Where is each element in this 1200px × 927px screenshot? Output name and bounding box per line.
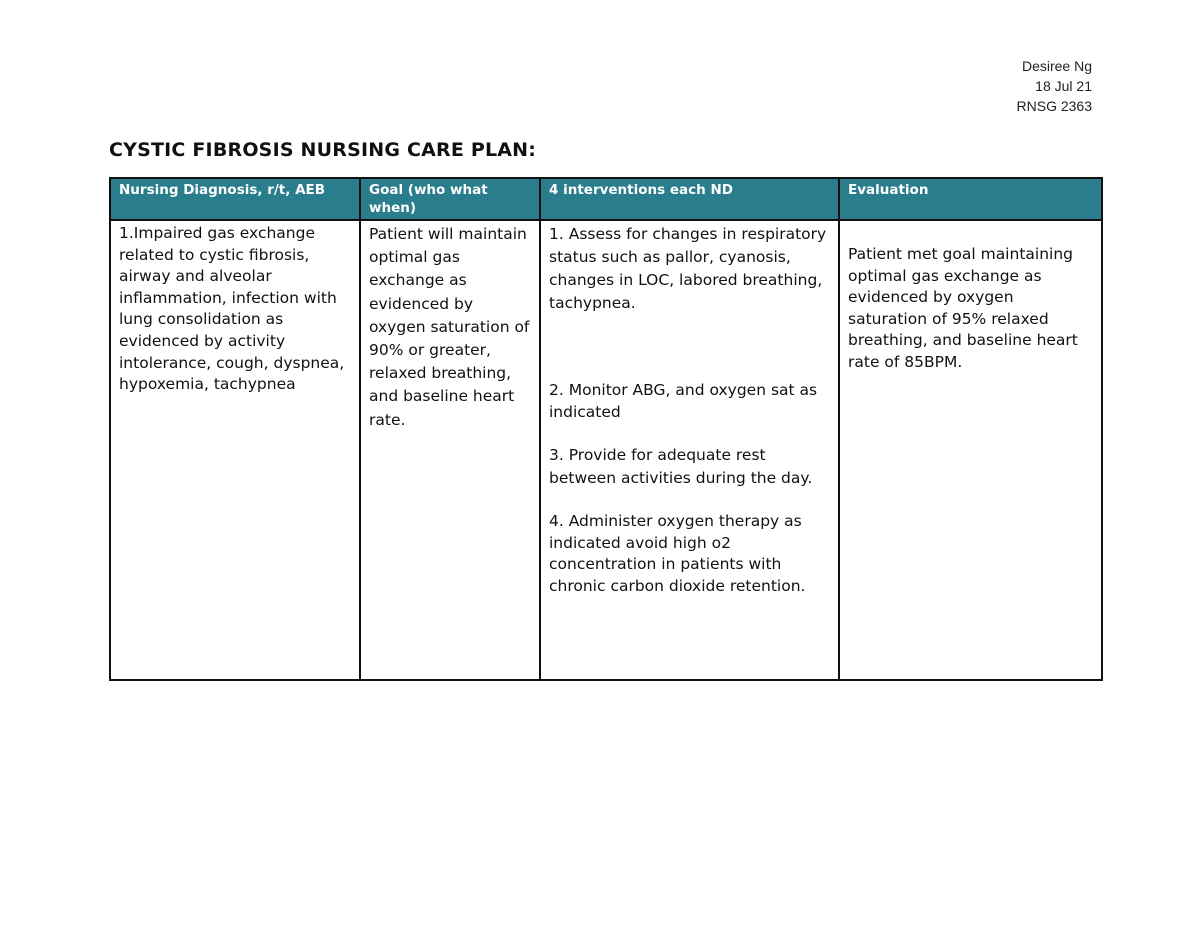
intervention-spacer [549, 315, 832, 380]
evaluation-cell [839, 220, 1102, 680]
table-row [110, 220, 1102, 680]
goal-text: Patient will maintain optimal gas exchange as evidenced by oxygen saturation of 90% or greater, relaxed breathing, and baseline heart rate. [369, 225, 530, 429]
document-date: 18 Jul 21 [1035, 78, 1092, 94]
intervention-3: 3. Provide for adequate rest between activities during the day. [549, 446, 813, 488]
course-code: RNSG 2363 [1016, 98, 1092, 114]
page-title: CYSTIC FIBROSIS NURSING CARE PLAN: [109, 139, 537, 161]
intervention-2: 2. Monitor ABG, and oxygen sat as indicated [549, 381, 818, 421]
column-header-interventions: 4 interventions each ND [540, 178, 839, 220]
interventions-cell [540, 220, 839, 680]
intervention-4: 4. Administer oxygen therapy as indicated avoid high o2 concentration in patients with chronic carbon dioxide retention. [549, 512, 806, 595]
evaluation-spacer [848, 223, 1095, 244]
table-header-row [110, 178, 1102, 220]
intervention-1: 1. Assess for changes in respiratory status such as pallor, cyanosis, changes in LOC, labored breathing, tachypnea. [549, 225, 827, 312]
author-name: Desiree Ng [1021, 58, 1092, 74]
column-header-diagnosis: Nursing Diagnosis, r/t, AEB [110, 178, 360, 220]
care-plan-table [109, 177, 1103, 681]
column-header-evaluation: Evaluation [839, 178, 1102, 220]
column-header-goal: Goal (who what when) [360, 178, 540, 220]
goal-cell [360, 220, 540, 680]
diagnosis-text: 1.Impaired gas exchange related to cystic fibrosis, airway and alveolar inflammation, infection with lung consolidation as evidenced by activity intolerance, cough, dyspnea, hypoxemia, tachypnea [119, 224, 345, 394]
intervention-spacer [549, 490, 832, 511]
diagnosis-cell [110, 220, 360, 680]
intervention-spacer [549, 423, 832, 444]
evaluation-text: Patient met goal maintaining optimal gas exchange as evidenced by oxygen saturation of 95% relaxed breathing, and baseline heart rate of 85BPM. [848, 245, 1078, 371]
document-header-info [1017, 56, 1092, 116]
